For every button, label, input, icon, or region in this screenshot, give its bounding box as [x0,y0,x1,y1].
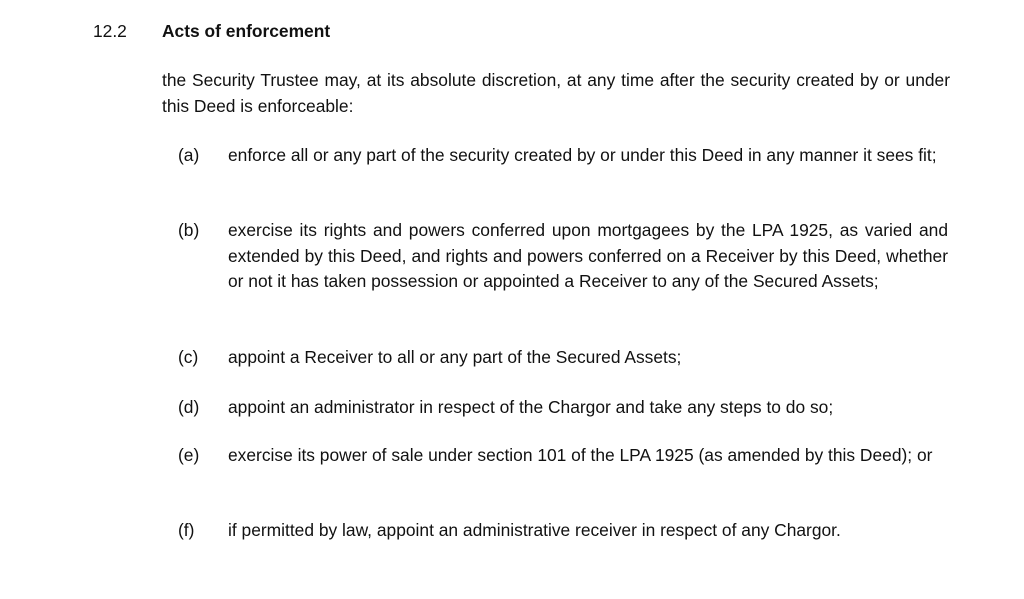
list-item-text: enforce all or any part of the security created by or under this Deed in any manner it sees fit; [228,145,937,165]
clause-intro: the Security Trustee may, at its absolute discretion, at any time after the security created by or under this Deed is enforceable: [162,70,950,116]
list-item-label: (a) [178,145,200,165]
list-item-text: exercise its power of sale under section 101 of the LPA 1925 (as amended by this Deed); or [228,445,933,465]
list-item-label: (f) [178,520,195,540]
list-item-text: if permitted by law, appoint an administrative receiver in respect of any Chargor. [228,520,841,540]
list-item-text: appoint a Receiver to all or any part of the Secured Assets; [228,347,682,367]
list-item-label: (d) [178,397,200,417]
list-item-label: (c) [178,347,199,367]
list-item-text: appoint an administrator in respect of the Chargor and take any steps to do so; [228,397,834,417]
clause-heading: Acts of enforcement [162,21,331,41]
clause-number: 12.2 [93,21,127,41]
list-item-label: (e) [178,445,200,465]
list-item-text: exercise its rights and powers conferred upon mortgagees by the LPA 1925, as varied and extended by this Deed, and rights and powers conferred on a Receiver by this Deed, whether or not it has taken possession or appointed a Receiver to any of the Secured Assets; [228,220,948,291]
list-item-label: (b) [178,220,200,240]
